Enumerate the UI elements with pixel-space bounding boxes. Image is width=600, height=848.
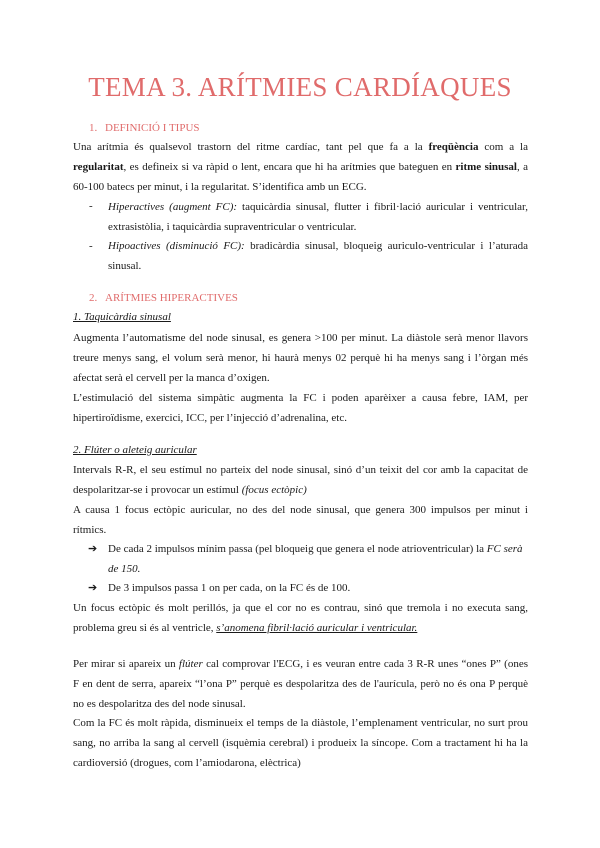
- text-line: regularitat, es defineix si va ràpid o lent, encara que hi ha arítmies que bateguen en ritme sinusal, a: [73, 161, 528, 173]
- subheading-sinus-tachycardia: 1. Taquicàrdia sinusal: [73, 311, 171, 323]
- page-title: TEMA 3. ARÍTMIES CARDÍAQUES: [88, 72, 512, 102]
- list-item-hypoactive: Hipoactives (disminució FC): bradicàrdia sinusal, bloqueig auriculo-ventricular i l’aturada sinusal.: [108, 240, 528, 272]
- paragraph-tachycardia: Augmenta l’automatisme del node sinusal, es genera >100 per minut. La diàstole serà menor llavors treure menys sang, el volum serà menor, hi haurà menys 02 perquè hi ha menys sang i l’òrgan més afectat serà el cervell per la manca d’oxigen. L’estimulació del sistema simpàtic augmenta la FC i poden aparèixer a causa febre, IAM, per hipertiroïdisme, exercici, ICC, per l’injecció d’adrenalina, etc.: [73, 332, 528, 424]
- section-heading-2: [89, 292, 238, 304]
- list-item-hyperactive: Hiperactives (augment FC): taquicàrdia sinusal, flutter i fibril·lació auricular i ventricular, extrasistòlia, i taquicàrdia supraventricular o ventricular.: [108, 201, 528, 233]
- subheading-atrial-flutter: 2. Flúter o aleteig auricular: [73, 444, 197, 456]
- paragraph-ectopic: Un focus ectòpic és molt perillós, ja que el cor no es contrau, sinó que tremola i no executa sang, problema greu si és al ventricle, s’anomena fibril·lació auricular i ventricular.: [73, 602, 528, 634]
- section-title: ARÍTMIES HIPERACTIVES: [105, 292, 238, 304]
- arrow-item-1: De cada 2 impulsos mínim passa (pel bloqueig que genera el node atrioventricular) la FC serà de 150.: [108, 543, 523, 575]
- text-line: 60-100 batecs per minut, i la regularitat. S’identifica amb un ECG.: [73, 181, 367, 193]
- list-dash: -: [89, 240, 93, 252]
- arrow-bullet-icon: ➔: [88, 582, 98, 594]
- paragraph-flutter: Intervals R-R, el seu estímul no parteix del node sinusal, sinó d’un teixit del cor amb la capacitat de despolaritzar-se i provocar un estímul (focus ectòpic) A causa 1 focus ectòpic auricular, no des del node sinusal, que genera 300 impulsos per minut i rítmics.: [73, 464, 528, 536]
- arrow-item-2: De 3 impulsos passa 1 on per cada, on la FC és de 100.: [108, 582, 351, 594]
- section-number: 1.: [89, 122, 98, 134]
- text-line: Una arítmia és qualsevol trastorn del ritme cardíac, tant pel que fa a la freqüència com a la: [73, 141, 528, 153]
- list-dash: -: [89, 200, 93, 212]
- arrow-bullet-icon: ➔: [88, 543, 98, 555]
- paragraph-treatment: Com la FC és molt ràpida, disminueix el temps de la diàstole, l’emplenament ventricular, no surt prou sang, no arriba la sang al cervell (isquèmia cerebral) i produeix la síncope. Com a tractament hi ha la cardioversió (drogues, com l’amiodarona, elèctrica): [73, 717, 528, 769]
- section-heading-1: [89, 122, 200, 134]
- paragraph-definition: [73, 137, 528, 197]
- section-title: DEFINICIÓ I TIPUS: [105, 122, 200, 134]
- section-number: 2.: [89, 292, 98, 304]
- paragraph-ecg: Per mirar si apareix un flúter cal comprovar l'ECG, i es veuran entre cada 3 R-R unes “ones P” (ones F en dent de serra, apareix “l’ona P” perquè es despolaritza des de l'aurícula, però no és ona P perquè no es despolaritza des del node sinusal.: [73, 658, 528, 710]
